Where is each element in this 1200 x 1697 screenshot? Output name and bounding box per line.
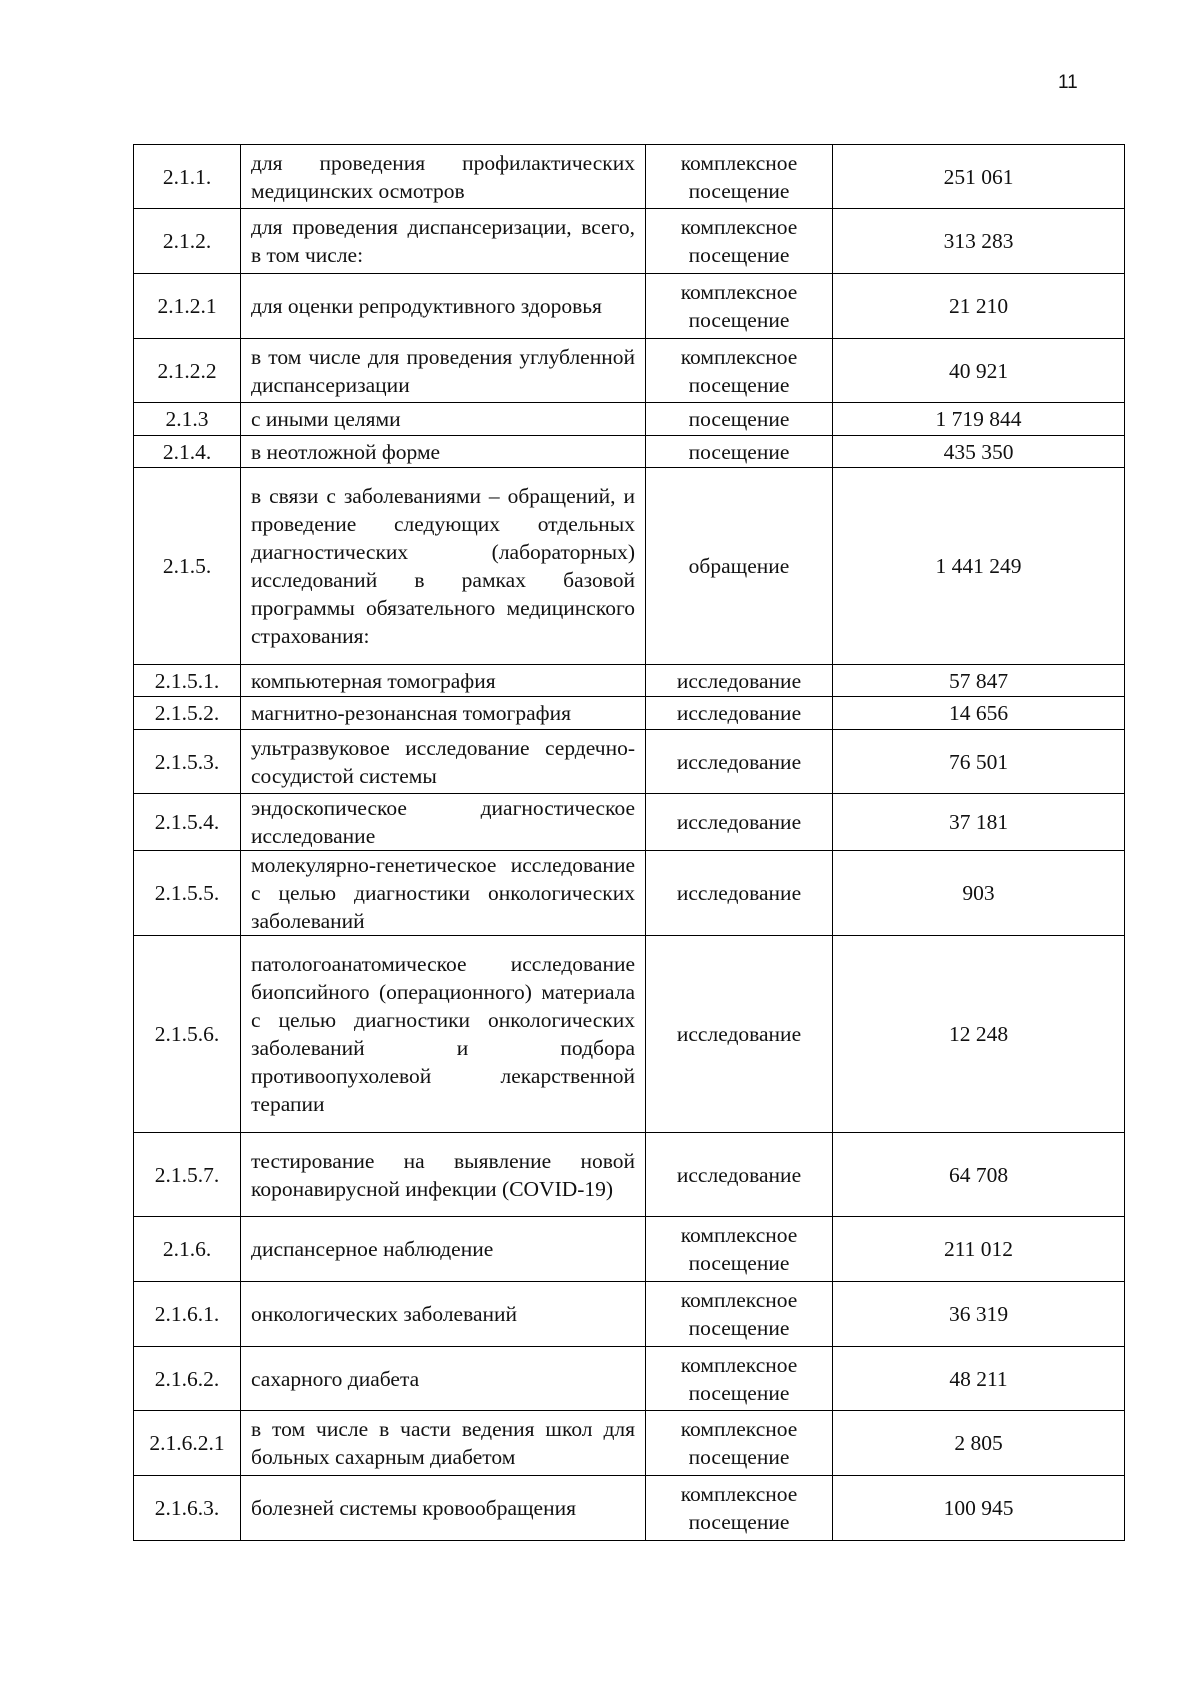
row-value: 1 441 249	[833, 468, 1125, 665]
row-value: 2 805	[833, 1411, 1125, 1476]
row-unit: комплексное посещение	[646, 1282, 833, 1347]
table-row	[134, 1217, 1125, 1282]
row-code: 2.1.5.	[134, 468, 241, 665]
row-value: 1 719 844	[833, 403, 1125, 436]
row-description: с иными целями	[241, 403, 646, 436]
row-value: 435 350	[833, 436, 1125, 468]
row-code: 2.1.5.5.	[134, 851, 241, 936]
row-unit: обращение	[646, 468, 833, 665]
row-value: 36 319	[833, 1282, 1125, 1347]
row-code: 2.1.5.1.	[134, 665, 241, 697]
row-code: 2.1.5.7.	[134, 1133, 241, 1217]
row-description: диспансерное наблюдение	[241, 1217, 646, 1282]
row-value: 211 012	[833, 1217, 1125, 1282]
row-description: болезней системы кровообращения	[241, 1476, 646, 1541]
row-code: 2.1.4.	[134, 436, 241, 468]
row-unit: посещение	[646, 403, 833, 436]
page-number: 11	[1058, 72, 1078, 93]
row-code: 2.1.2.	[134, 209, 241, 274]
row-description: тестирование на выявление новой коронавирусной инфекции (COVID-19)	[241, 1133, 646, 1217]
table-row	[134, 1282, 1125, 1347]
row-description: молекулярно-генетическое исследование с целью диагностики онкологических заболеваний	[241, 851, 646, 936]
table-row	[134, 403, 1125, 436]
row-unit: комплексное посещение	[646, 339, 833, 403]
row-unit: исследование	[646, 1133, 833, 1217]
row-unit: комплексное посещение	[646, 145, 833, 209]
table-row	[134, 209, 1125, 274]
table-row	[134, 1347, 1125, 1411]
row-unit: комплексное посещение	[646, 1476, 833, 1541]
row-unit: исследование	[646, 936, 833, 1133]
table-row	[134, 665, 1125, 697]
row-code: 2.1.6.2.1	[134, 1411, 241, 1476]
row-unit: комплексное посещение	[646, 209, 833, 274]
row-code: 2.1.5.4.	[134, 794, 241, 851]
row-description: сахарного диабета	[241, 1347, 646, 1411]
table-row	[134, 936, 1125, 1133]
row-unit: исследование	[646, 697, 833, 730]
row-description: для оценки репродуктивного здоровья	[241, 274, 646, 339]
row-unit: исследование	[646, 665, 833, 697]
row-code: 2.1.6.3.	[134, 1476, 241, 1541]
row-description: в неотложной форме	[241, 436, 646, 468]
row-unit: комплексное посещение	[646, 1217, 833, 1282]
row-value: 76 501	[833, 730, 1125, 794]
row-unit: комплексное посещение	[646, 1347, 833, 1411]
row-code: 2.1.6.2.	[134, 1347, 241, 1411]
row-value: 48 211	[833, 1347, 1125, 1411]
row-unit: исследование	[646, 730, 833, 794]
row-value: 21 210	[833, 274, 1125, 339]
row-code: 2.1.6.1.	[134, 1282, 241, 1347]
row-value: 100 945	[833, 1476, 1125, 1541]
row-code: 2.1.2.1	[134, 274, 241, 339]
row-unit: исследование	[646, 794, 833, 851]
row-value: 64 708	[833, 1133, 1125, 1217]
row-description: компьютерная томография	[241, 665, 646, 697]
row-value: 251 061	[833, 145, 1125, 209]
row-unit: исследование	[646, 851, 833, 936]
row-description: магнитно-резонансная томография	[241, 697, 646, 730]
row-value: 12 248	[833, 936, 1125, 1133]
table-row	[134, 339, 1125, 403]
row-description: патологоанатомическое исследование биопсийного (операционного) материала с целью диагностики онкологических заболеваний и подбора противоопухолевой лекарственной терапии	[241, 936, 646, 1133]
row-code: 2.1.5.3.	[134, 730, 241, 794]
row-value: 57 847	[833, 665, 1125, 697]
row-description: для проведения диспансеризации, всего, в том числе:	[241, 209, 646, 274]
table-row	[134, 436, 1125, 468]
row-unit: комплексное посещение	[646, 1411, 833, 1476]
row-value: 313 283	[833, 209, 1125, 274]
row-description: онкологических заболеваний	[241, 1282, 646, 1347]
table-row	[134, 697, 1125, 730]
table-row	[134, 468, 1125, 665]
row-code: 2.1.6.	[134, 1217, 241, 1282]
data-table	[133, 144, 1125, 1541]
row-unit: посещение	[646, 436, 833, 468]
row-code: 2.1.5.6.	[134, 936, 241, 1133]
row-description: эндоскопическое диагностическое исследование	[241, 794, 646, 851]
row-value: 14 656	[833, 697, 1125, 730]
row-code: 2.1.2.2	[134, 339, 241, 403]
row-description: для проведения профилактических медицинских осмотров	[241, 145, 646, 209]
row-code: 2.1.1.	[134, 145, 241, 209]
table-row	[134, 851, 1125, 936]
table-row	[134, 730, 1125, 794]
row-unit: комплексное посещение	[646, 274, 833, 339]
row-value: 903	[833, 851, 1125, 936]
table-row	[134, 274, 1125, 339]
row-description: в связи с заболеваниями – обращений, и проведение следующих отдельных диагностических (лабораторных) исследований в рамках базовой программы обязательного медицинского страхования:	[241, 468, 646, 665]
row-description: в том числе для проведения углубленной диспансеризации	[241, 339, 646, 403]
row-code: 2.1.5.2.	[134, 697, 241, 730]
table-row	[134, 1411, 1125, 1476]
row-value: 40 921	[833, 339, 1125, 403]
row-description: в том числе в части ведения школ для больных сахарным диабетом	[241, 1411, 646, 1476]
table-body	[134, 145, 1125, 1541]
table-row	[134, 794, 1125, 851]
table-row	[134, 1133, 1125, 1217]
table-row	[134, 1476, 1125, 1541]
row-description: ультразвуковое исследование сердечно-сосудистой системы	[241, 730, 646, 794]
row-code: 2.1.3	[134, 403, 241, 436]
row-value: 37 181	[833, 794, 1125, 851]
table-row	[134, 145, 1125, 209]
